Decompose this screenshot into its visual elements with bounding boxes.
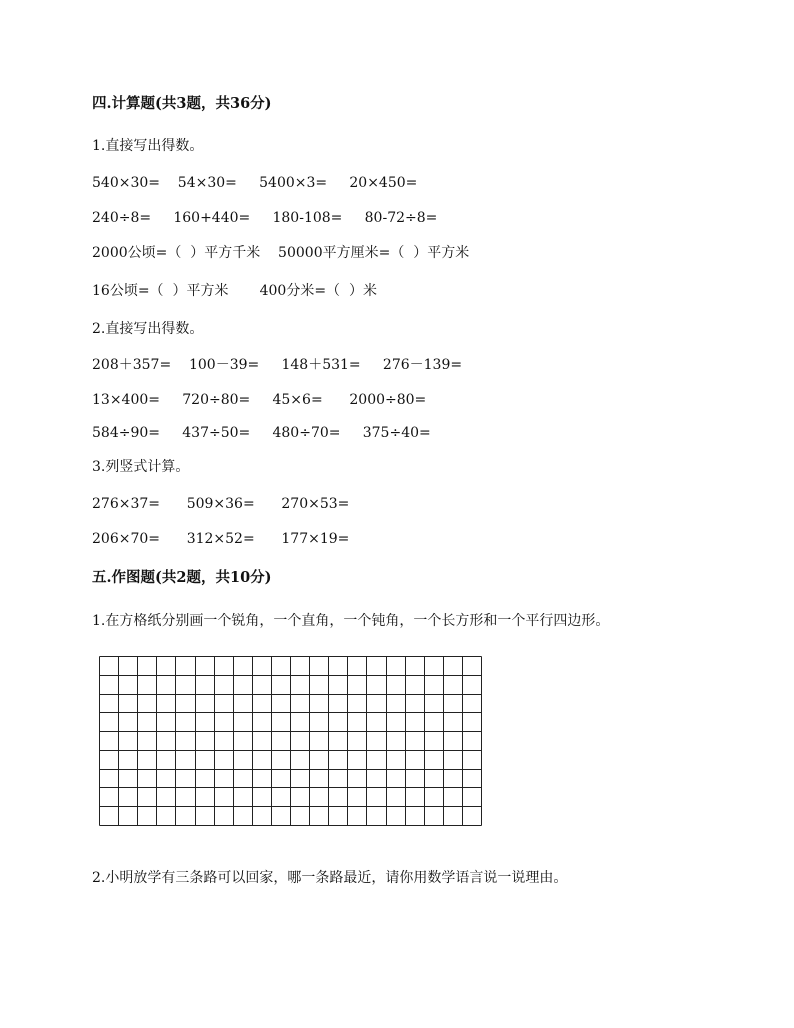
section-5-heading: 五.作图题(共2题，共10分) xyxy=(92,569,272,586)
square-grid-paper[interactable] xyxy=(99,656,482,826)
question-1-row-2: 240÷8= 160+440= 180-108= 80-72÷8= xyxy=(92,210,438,226)
question-1-row-1: 540×30= 54×30= 5400×3= 20×450= xyxy=(92,175,418,191)
section-4-heading: 四.计算题(共3题，共36分) xyxy=(92,95,272,112)
question-3-row-1: 276×37= 509×36= 270×53= xyxy=(92,496,350,512)
question-1-title: 1.直接写出得数。 xyxy=(92,138,204,154)
drawing-question-1-title: 1.在方格纸分别画一个锐角，一个直角，一个钝角，一个长方形和一个平行四边形。 xyxy=(92,613,610,629)
question-2-row-3: 584÷90= 437÷50= 480÷70= 375÷40= xyxy=(92,425,431,441)
grid-lines xyxy=(99,656,482,826)
question-2-title: 2.直接写出得数。 xyxy=(92,321,204,337)
question-1-row-4: 16公顷=（ ）平方米 400分米=（ ）米 xyxy=(92,283,377,299)
question-2-row-2: 13×400= 720÷80= 45×6= 2000÷80= xyxy=(92,392,427,408)
question-2-row-1: 208＋357= 100－39= 148＋531= 276－139= xyxy=(92,357,463,373)
question-1-row-3: 2000公顷=（ ）平方千米 50000平方厘米=（ ）平方米 xyxy=(92,245,470,261)
drawing-question-2-title: 2.小明放学有三条路可以回家，哪一条路最近，请你用数学语言说一说理由。 xyxy=(92,870,568,886)
question-3-title: 3.列竖式计算。 xyxy=(92,459,190,475)
question-3-row-2: 206×70= 312×52= 177×19= xyxy=(92,531,350,547)
